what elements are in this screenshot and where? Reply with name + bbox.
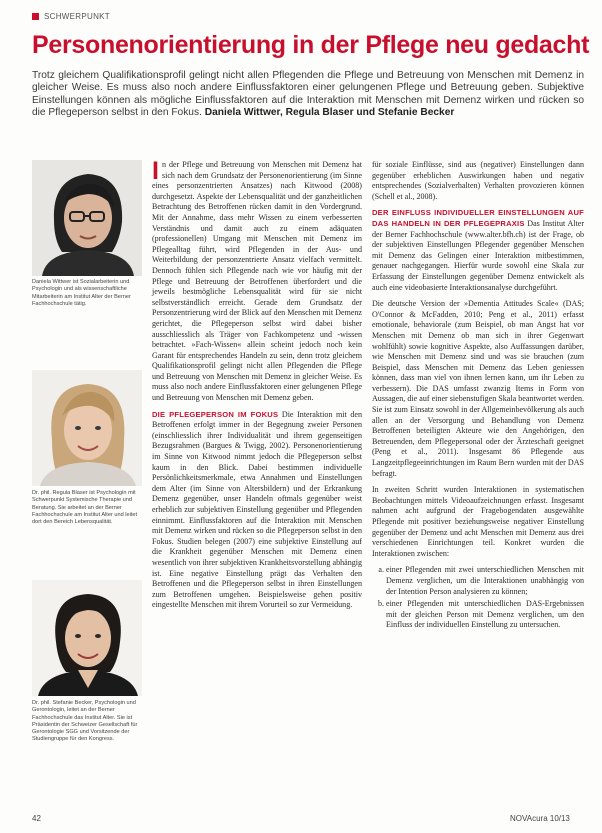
list-item: b. einer Pflegenden mit unterschiedlichen DAS-Ergebnissen mit der gleichen Person mit Demenz verglichen, um den Einfluss der individuellen Einstellung zu untersuchen. <box>386 599 584 631</box>
caption-blaser: Dr. phil. Regula Blaser ist Psychologin mit Schwerpunkt Systemische Therapie und Beratung. Sie arbeitet an der Berner Fachhochschule am Institut Alter und leitet dort den Bereich Lebensqualität. <box>32 490 138 526</box>
article-title: Personenorientierung in der Pflege neu gedacht <box>32 31 590 59</box>
observation-paragraph: In zweiten Schritt wurden Interaktionen in systematischen Beobachtungen mittels Videoaufzeichnungen erfasst. Insgesamt nahmen acht aufgrund der Fragebogendaten ausgewählte Pflegende mit positiver beziehungsweise negativer Einstellung gegenüber der Demenz und acht Menschen mit Demenz aus drei verschiedenen Einrichtungen teil. Konkret wurden die Interaktionen zwischen: <box>372 485 584 558</box>
subhead-einfluss: DER EINFLUSS INDIVIDUELLER EINSTELLUNGEN AUF DAS HANDELN IN DER PFLEGEPRAXIS <box>372 208 584 228</box>
caption-becker: Dr. phil. Stefanie Becker, Psychologin und Gerontologin, leitet an der Berner Fachhochschule das Institut Alter. Sie ist Präsidentin der Schweizer Gesellschaft für Gerontologie SGG und Vorsitzende der Studiengruppe für den Kongress. <box>32 700 138 743</box>
einfluss-text: Das Institut Alter der Berner Fachhochschule (www.alter.bfh.ch) ist der Frage, ob der subjektiven Einstellungen Pflegender gegenüber Menschen mit Demenz das Gelingen einer Interaktion mitbestimmen, genauer nachgegangen. Hierfür wurde sowohl eine Skala zur Erfassung der Einstellungen gegenüber Demenz entwickelt als auch eine videobasierte Interaktionsanalyse durchgeführt. <box>372 218 584 292</box>
body-column-2 <box>372 160 584 633</box>
lead-text: Trotz gleichem Qualifikationsprofil gelingt nicht allen Pflegenden die Pflege und Betreuung von Menschen mit Demenz in gleicher Weise. Es muss also noch andere Einflussfaktoren einer gelungenen Pflege und Betreuung geben. Subjektive Einstellungen können als mögliche Einflussfaktoren auf die Interaktion mit Menschen mit Demenz wirken und rücken so die Pflegeperson selbst in den Fokus. <box>32 70 584 119</box>
author-photo-wittwer <box>32 160 142 276</box>
intro-text: n der Pflege und Betreuung von Menschen mit Demenz hat sich nach dem Grundsatz der Personenorientierung (im Sinne eines personzentrierten Ansatzes) nach Kitwood (2008) durchgesetzt. Aspekte der Lebensqualität und der ganzheitlichen Betrachtung des Betroffenen rücken damit in den Vordergrund. Mit der Annahme, dass mehr Wissen zu einem verbesserten Verständnis und damit auch zu einem adäquaten (professionellen) Umgang mit Menschen mit Demenz im Pflegealltag führt, wird Pflegenden in der Aus- und Weiterbildung der personzentrierte Ansatz vielfach vermittelt. Dennoch fühlen sich Pflegende nach wie vor häufig mit der Pflege und Betreuung der Betroffenen überfordert und die jeweils bestmögliche Lebensqualität wird für sie nicht selbstverständlich erreicht. Gerade dem Grundsatz der Personzentrierung wird der Blick auf den Menschen mit Demenz gerichtet, die Pflegeperson selbst wird dabei bisher ausschliesslich als Träger von Fachkompetenz und -wissen betrachtet. »Fach-Wissen« allein scheint jedoch noch kein Garant für entsprechendes Handeln zu sein, denn trotz gleichem Qualifikationsprofil gelingt nicht allen Pflegenden die Pflege und Betreuung von Menschen mit Demenz in gleicher Weise. Es muss also noch andere Einflussfaktoren einer gelungenen Pflege und Betreuung von Menschen mit Demenz geben. <box>152 160 362 403</box>
section-tag <box>32 12 110 21</box>
portrait-woman-darkhair-icon <box>32 580 142 696</box>
author-photo-blaser <box>32 370 142 486</box>
subhead-pflegeperson: DIE PFLEGEPERSON IM FOKUS <box>152 409 279 419</box>
continuation-paragraph: für soziale Einflüsse, sind aus (negativer) Einstellungen dann gegenüber erheblichen Auswirkungen haben und negativ entsprechendes (Sozialverhalten) Verhalten provozieren können (Schell et al., 2008). <box>372 160 584 201</box>
pflegeperson-text: Die Interaktion mit den Betroffenen erfolgt immer in der Begegnung zweier Personen (einschliesslich ihrer Individualität und ihrem gegenseitigen Bezugsrahmen (Bargues & Twigg, 2002). Personenorientierung im Sinne von Kitwood nimmt jedoch die Pflegeperson selbst kaum in den Blick. Dabei bestimmen individuelle Persönlichkeitsmerkmale, etwa Annahmen und Einstellungen dem Alter (im Sinne von Altersbildern) und der Erkrankung Demenz gegenüber, unser Handeln oftmals gegenüber weist erheblich zur subjektiven Einstellung gegenüber und Pflegenden einnimmt. Einflussfaktoren auf die Interaktion mit Menschen mit Demenz wirken und rücken so die Pflegeperson selbst in den Fokus. Studien belegen (2007) eine subjektive Einstellung auf die Krankheit gegenüber Menschen mit Demenz einen wesentlich von ihrer subjektiven Krankheitsvorstellung abhängig ist. Eine negative Einstellung prägt das Verhalten den Betroffenen und die Pflegeperson selbst in ihren Einstellungen zum Betroffenen umgehen. Beispielsweise gehen positiv eingestellte Menschen mit ihrem Vorurteil so zur Vermeidung. <box>152 409 362 610</box>
portrait-woman-glasses-icon <box>32 160 142 276</box>
list-item: a. einer Pflegenden mit zwei unterschiedlichen Menschen mit Demenz verglichen, um die Interaktionen unabhängig von der Intention Person analysieren zu können; <box>386 565 584 597</box>
drop-cap: I <box>152 157 159 185</box>
body-column-1 <box>152 157 362 617</box>
intro-paragraph <box>152 157 362 404</box>
das-paragraph: Die deutsche Version der »Dementia Attitudes Scale« (DAS; O'Connor & McFadden, 2010; Peng et al., 2011) erfasst emotionale, behaviorale (zum Beispiel, ob man Angst hat vor Menschen mit Demenz ob man sich in ihrer Gegenwart wohlfühlt) sowie kognitive Aspekte, also Auffassungen darüber, wie Menschen mit Demenz sind und was sie brauchen (zum Beispiel, dass Menschen mit Demenz das Leben geniessen können, dass man viel von ihnen lernen kann, um ihr Leben zu verbessern). Die DAS umfasst zwanzig Items in Form von Aussagen, die auf einer siebenstufigen Skala beantwortet werden. Sie ist zum Einsatz sowohl in der Allgemeinbevölkerung als auch allen an der Versorgung und Behandlung von Demenz Betroffenen beteiligten Akteure wie den Angehörigen, den Betreuenden, dem Pflegepersonal oder der Ärzteschaft geeignet (Peng et al., 2011). Insgesamt 86 Pflegende aus Langzeitpflegeeinrichtungen im Raum Bern wurden mit der DAS befragt. <box>372 299 584 478</box>
section-label: SCHWERPUNKT <box>44 12 110 21</box>
author-photo-becker <box>32 580 142 696</box>
article-authors: Daniela Wittwer, Regula Blaser und Stefanie Becker <box>204 107 455 119</box>
portrait-woman-blonde-icon <box>32 370 142 486</box>
journal-folio: NOVAcura 10/13 <box>510 814 570 823</box>
page-number: 42 <box>32 814 41 823</box>
section-marker-square <box>32 13 39 20</box>
comparison-list <box>372 565 584 631</box>
article-lead <box>32 70 584 120</box>
section-pflegeperson <box>152 410 362 611</box>
caption-wittwer: Daniela Wittwer ist Sozialarbeiterin und Psychologin und als wissenschaftliche Mitarbeiterin am Institut Alter der Berner Fachhochschule tätig. <box>32 279 131 307</box>
section-einfluss <box>372 208 584 293</box>
